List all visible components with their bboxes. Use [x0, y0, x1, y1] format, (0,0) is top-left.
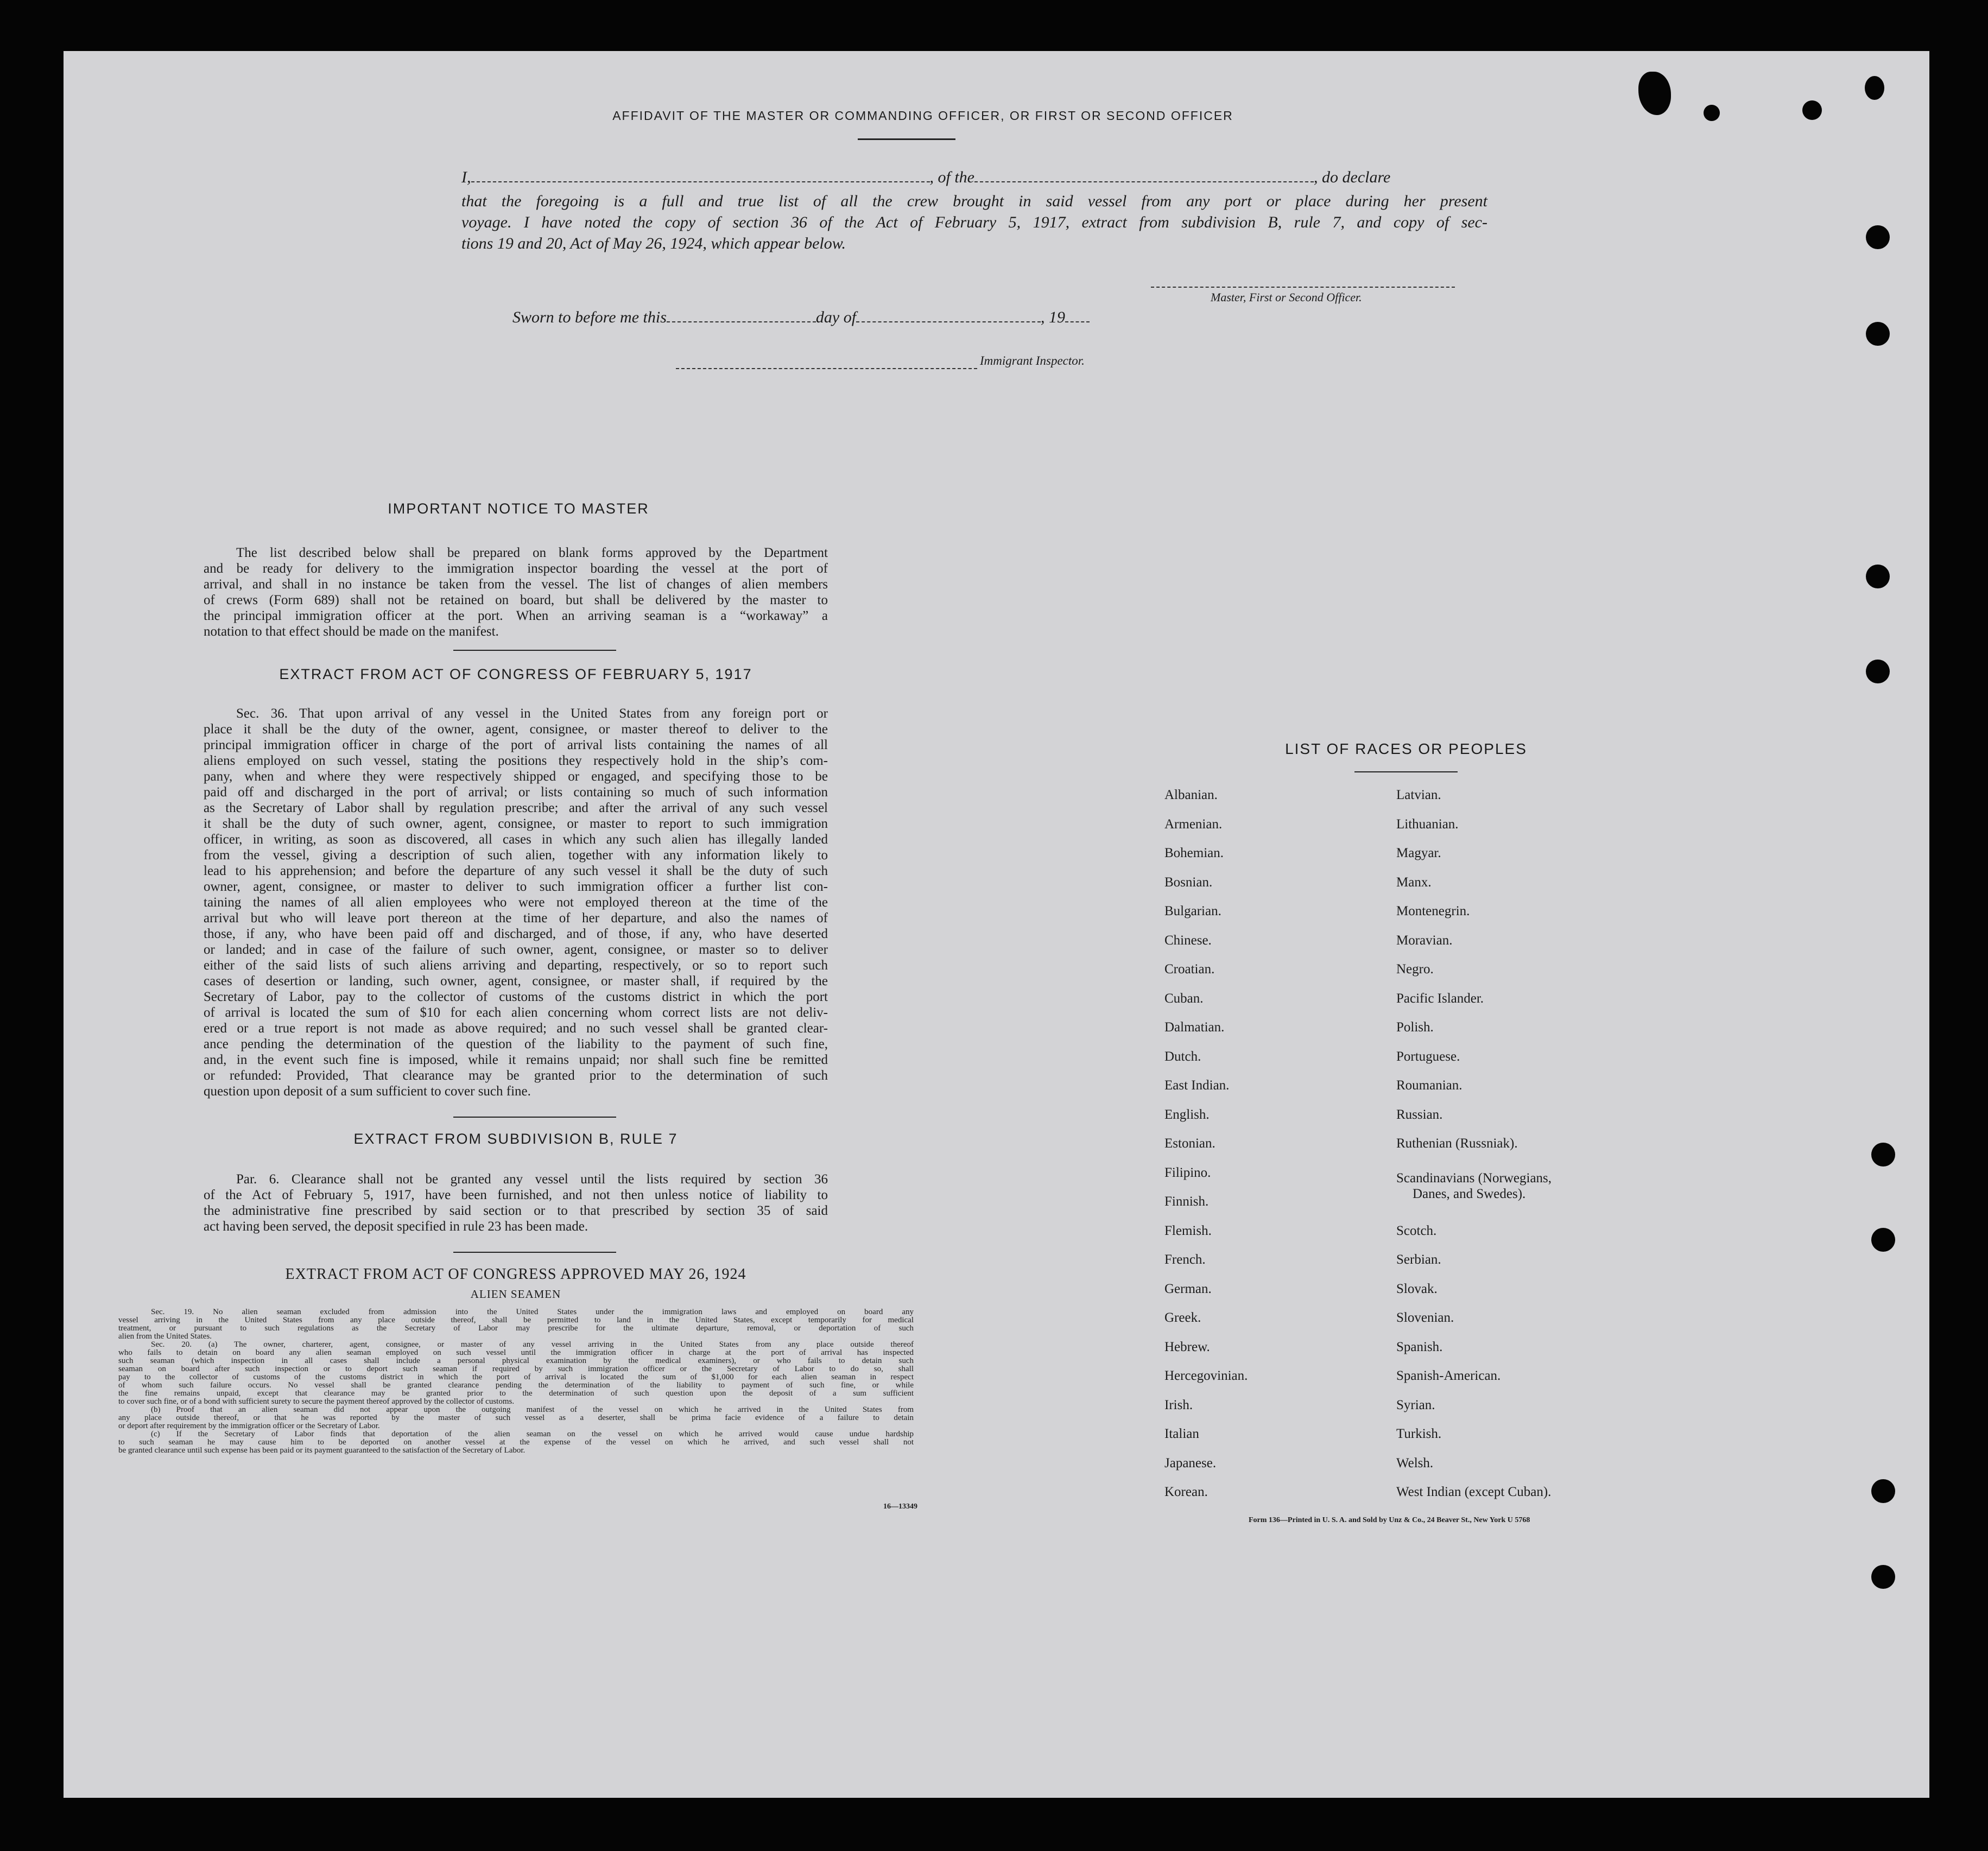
race-item: Dutch. [1164, 1049, 1201, 1064]
extract-line: pany, when and where they were respectively shipped or engaged, and specifying those to be [204, 769, 828, 784]
affidavit-body-line: tions 19 and 20, Act of May 26, 1924, which appear below. [461, 234, 846, 252]
extract-line: aliens employed on such vessel, stating the positions they respectively hold in the ship’s com- [204, 753, 828, 768]
race-item: Ruthenian (Russniak). [1396, 1136, 1518, 1151]
act-line: (b) Proof that an alien seaman did not appear upon the outgoing manifest of the vessel on which he arrived in the United States from [151, 1405, 914, 1414]
extract-1917-text [204, 706, 828, 1099]
race-item: Filipino. [1164, 1165, 1211, 1180]
act-line: to such seaman he may cause him to be deported on another vessel at the expense of the vessel on which he arrived, and such vessel shall not [118, 1438, 914, 1447]
race-item: French. [1164, 1252, 1206, 1267]
affidavit-of-the: , of the [929, 168, 974, 186]
act-line: pay to the collector of customs of the customs district in which the port of arrival is located the sum of $1,000 for each alien seaman in respect [118, 1373, 914, 1381]
race-item: Montenegrin. [1396, 904, 1470, 918]
race-item: Flemish. [1164, 1224, 1212, 1238]
affidavit-declare: , do declare [1314, 168, 1391, 186]
race-item: Lithuanian. [1396, 817, 1459, 832]
race-item: Hebrew. [1164, 1340, 1210, 1354]
divider [453, 650, 616, 651]
race-item: Scotch. [1396, 1224, 1437, 1238]
act-line: treatment, or pursuant to such regulations as the Secretary of Labor may prescribe for the ultimate departure, removal, or deportation of such [118, 1324, 914, 1333]
race-item: Cuban. [1164, 991, 1204, 1006]
extract-line: it shall be the duty of such owner, agent, consignee, or master to report to such immigration [204, 816, 828, 831]
act-line: be granted clearance until such expense has been paid or its payment guaranteed to the satisfaction of the Secretary of Labor. [118, 1446, 526, 1455]
notice-line: and be ready for delivery to the immigration inspector boarding the vessel at the port of [204, 561, 828, 576]
race-item: Korean. [1164, 1485, 1208, 1499]
affidavit-i: I, [461, 168, 471, 186]
notice-line: arrival, and shall in no instance be taken from the vessel. The list of changes of alien members [204, 577, 828, 592]
race-item: Roumanian. [1396, 1078, 1462, 1093]
extract-line: or landed; and in case of the failure of such owner, agent, consignee, or master so to deliver [204, 942, 828, 957]
affidavit-line1 [461, 168, 1487, 187]
rule7-title: EXTRACT FROM SUBDIVISION B, RULE 7 [353, 1131, 678, 1147]
race-item: Japanese. [1164, 1456, 1217, 1470]
race-item: Danes, and Swedes). [1413, 1187, 1526, 1201]
extract-line: and, in the event such fine is imposed, while it remains unpaid; nor shall such fine be remitted [204, 1053, 828, 1067]
act-1924-subtitle: ALIEN SEAMEN [470, 1288, 561, 1301]
race-item: Dalmatian. [1164, 1020, 1225, 1035]
extract-line: Secretary of Labor, pay to the collector of customs of the customs district in which the port [204, 990, 828, 1004]
extract-line: principal immigration officer in charge of the port of arrival lists containing the names of all [204, 738, 828, 752]
extract-line: paid off and discharged in the port of arrival; or lists containing so much of such information [204, 785, 828, 800]
act-line: or deport after requirement by the immigration officer or the Secretary of Labor. [118, 1422, 380, 1430]
race-item: Spanish-American. [1396, 1368, 1501, 1383]
extract-line: owner, agent, consignee, or master to deliver to such immigration officer a further list con- [204, 879, 828, 894]
form-footer: Form 136—Printed in U. S. A. and Sold by Unz & Co., 24 Beaver St., New York U 5768 [1249, 1516, 1530, 1524]
extract-line: place it shall be the duty of the owner, agent, consignee, or master thereof to deliver to the [204, 722, 828, 737]
punch-hole [1866, 322, 1890, 346]
sworn-date-field[interactable] [667, 321, 816, 322]
race-item: Bulgarian. [1164, 904, 1221, 918]
divider [453, 1117, 616, 1118]
punch-hole [1802, 100, 1822, 120]
act-line: seaman on board after such inspection or to deport such seaman if required by such immigration officer or the Secretary of Labor to do so, shall [118, 1365, 914, 1373]
sworn-day: day of [815, 308, 857, 326]
notice-title: IMPORTANT NOTICE TO MASTER [388, 500, 649, 517]
extract-line: arrival but who will leave port thereon at the time of her departure, and also the names of [204, 911, 828, 926]
sworn-year: , 19 [1041, 308, 1066, 326]
name-field[interactable] [471, 181, 930, 182]
race-item: Hercegovinian. [1164, 1368, 1248, 1383]
sworn-month-field[interactable] [856, 321, 1041, 322]
race-item: Italian [1164, 1427, 1199, 1441]
race-item: Irish. [1164, 1398, 1193, 1412]
extract-line: officer, in writing, as soon as discovered, all cases in which any such alien has illegally landed [204, 832, 828, 847]
extract-line: taining the names of all alien employees who were not employed thereon at the time of the [204, 895, 828, 910]
race-item: Armenian. [1164, 817, 1223, 832]
race-item: Estonian. [1164, 1136, 1215, 1151]
race-item: Turkish. [1396, 1427, 1442, 1441]
race-item: Spanish. [1396, 1340, 1443, 1354]
act-line: Sec. 19. No alien seaman excluded from admission into the United States under the immigration laws and employed on board any [151, 1308, 914, 1316]
punch-hole [1871, 1228, 1895, 1252]
extract-line: either of the said lists of such aliens arriving and departing, respectively, or so to report such [204, 958, 828, 973]
notice-line: The list described below shall be prepared on blank forms approved by the Department [236, 546, 828, 560]
race-item: German. [1164, 1282, 1212, 1296]
act-line: Sec. 20. (a) The owner, charterer, agent, consignee, or master of any vessel arriving in the United States from any place outside thereof [151, 1340, 914, 1349]
affidavit-body-line: voyage. I have noted the copy of section 36 of the Act of February 5, 1917, extract from subdivision B, rule 7, and copy of sec- [461, 213, 1487, 231]
extract-line: from the vessel, giving a description of such alien, together with any information likely to [204, 848, 828, 863]
race-item: Serbian. [1396, 1252, 1441, 1267]
extract-line: question upon deposit of a sum sufficient to cover such fine. [204, 1084, 531, 1099]
punch-hole [1704, 105, 1720, 121]
race-item: Scandinavians (Norwegians, [1396, 1171, 1552, 1186]
rule7-line: Par. 6. Clearance shall not be granted any vessel until the lists required by section 36 [236, 1172, 828, 1187]
extract-1917-title: EXTRACT FROM ACT OF CONGRESS OF FEBRUARY 5, 1917 [279, 666, 752, 682]
act-1924-title: EXTRACT FROM ACT OF CONGRESS APPROVED MAY 26, 1924 [285, 1266, 746, 1283]
act-line: such seaman (which inspection in all cases shall include a personal physical examination by the medical examiners), or who fails to detain such [118, 1356, 914, 1365]
act-line: to cover such fine, or of a bond with sufficient surety to secure the payment thereof approved by the collector of customs. [118, 1397, 515, 1406]
race-item: Greek. [1164, 1310, 1201, 1325]
race-item: Bohemian. [1164, 846, 1224, 860]
vessel-field[interactable] [974, 181, 1314, 182]
extract-line: as the Secretary of Labor shall by regulation prescribe; and after the arrival of any such vessel [204, 801, 828, 815]
extract-line: cases of desertion or landing, such owner, agent, consignee, or master shall, if required by the [204, 974, 828, 988]
rule7-text [204, 1171, 828, 1234]
race-item: West Indian (except Cuban). [1396, 1485, 1552, 1499]
notice-line: notation to that effect should be made on the manifest. [204, 624, 499, 639]
master-signature-field[interactable] [1151, 287, 1455, 288]
affidavit-title: AFFIDAVIT OF THE MASTER OR COMMANDING OFFICER, OR FIRST OR SECOND OFFICER [612, 109, 1233, 123]
punch-hole [1871, 1565, 1895, 1589]
race-item: Chinese. [1164, 933, 1212, 948]
notice-line: the principal immigration officer at the port. When an arriving seaman is a “workaway” a [204, 608, 828, 623]
notice-text [204, 545, 828, 639]
races-title: LIST OF RACES OR PEOPLES [1285, 740, 1527, 757]
extract-line: of arrival is located the sum of $10 for each alien concerning whom correct lists are not deliv- [204, 1005, 828, 1020]
form-code: 16—13349 [883, 1503, 917, 1511]
race-item: East Indian. [1164, 1078, 1230, 1093]
extract-line: Sec. 36. That upon arrival of any vessel in the United States from any foreign port or [236, 706, 828, 721]
punch-hole [1871, 1143, 1895, 1167]
punch-hole [1866, 565, 1890, 588]
act-line: alien from the United States. [118, 1332, 212, 1341]
race-item: English. [1164, 1107, 1210, 1122]
race-item: Finnish. [1164, 1194, 1209, 1209]
act-line: vessel arriving in the United States from any place outside thereof, shall be permitted to land in the United States, except temporarily for medical [118, 1316, 914, 1324]
divider [858, 138, 955, 140]
notice-line: of crews (Form 689) shall not be retained on board, but shall be delivered by the master to [204, 593, 828, 607]
divider [1354, 771, 1458, 772]
race-item: Portuguese. [1396, 1049, 1460, 1064]
master-signature-label: Master, First or Second Officer. [1211, 290, 1362, 304]
act-1924-text [118, 1308, 914, 1455]
act-line: the fine remains unpaid, except that clearance may be granted prior to the determination of such question upon the deposit of a sum sufficient [118, 1389, 914, 1398]
race-item: Slovenian. [1396, 1310, 1454, 1325]
extract-line: ance pending the determination of the question of the liability to the payment of such fine, [204, 1037, 828, 1051]
extract-line: or refunded: Provided, That clearance may be granted prior to the determination of such [204, 1068, 828, 1083]
punch-hole [1866, 225, 1890, 249]
inspector-label: Immigrant Inspector. [980, 354, 1085, 367]
inspector-signature-field[interactable] [676, 368, 977, 369]
act-line: of whom such failure occurs. No vessel shall be granted clearance pending the determination of the liability to payment of such fine, or while [118, 1381, 914, 1390]
punch-hole [1871, 1479, 1895, 1503]
ink-blot [1865, 76, 1884, 100]
sworn-prefix: Sworn to before me this [512, 308, 667, 326]
rule7-line: the administrative fine prescribed by said section or to that prescribed by section 35 of said [204, 1203, 828, 1218]
sworn-year-field[interactable] [1065, 321, 1090, 322]
race-item: Russian. [1396, 1107, 1443, 1122]
race-item: Croatian. [1164, 962, 1215, 977]
punch-hole [1866, 660, 1890, 683]
rule7-line: of the Act of February 5, 1917, have been furnished, and not then unless notice of liability to [204, 1188, 828, 1202]
rule7-line: act having been served, the deposit specified in rule 23 has been made. [204, 1219, 588, 1234]
race-item: Negro. [1396, 962, 1434, 977]
affidavit-body-line: that the foregoing is a full and true list of all the crew brought in said vessel from any port or place during her present [461, 192, 1487, 210]
race-item: Manx. [1396, 875, 1432, 890]
race-item: Syrian. [1396, 1398, 1435, 1412]
extract-line: those, if any, who have been paid off and discharged, and of those, if any, who have deserted [204, 927, 828, 941]
divider [453, 1252, 616, 1253]
race-item: Polish. [1396, 1020, 1434, 1035]
race-item: Moravian. [1396, 933, 1453, 948]
act-line: who fails to detain on board any alien seaman employed on such vessel until the immigration officer in charge at the port of arrival has inspected [118, 1348, 914, 1357]
race-item: Slovak. [1396, 1282, 1438, 1296]
race-item: Magyar. [1396, 846, 1441, 860]
race-item: Latvian. [1396, 788, 1441, 802]
act-line: (c) If the Secretary of Labor finds that deportation of the alien seaman on the vessel on which he arrived would cause undue hardship [151, 1430, 914, 1438]
race-item: Pacific Islander. [1396, 991, 1484, 1006]
extract-line: ered or a true report is not made as above required; and no such vessel shall be granted clear- [204, 1021, 828, 1036]
extract-line: lead to his apprehension; and before the departure of any such vessel it shall be the duty of such [204, 864, 828, 878]
race-item: Albanian. [1164, 788, 1218, 802]
sworn-line [512, 308, 1191, 327]
race-item: Bosnian. [1164, 875, 1213, 890]
act-line: any place outside thereof, or that he was reported by the master of such vessel as a deserter, shall be prima facie evidence of a failure to detain [118, 1413, 914, 1422]
race-item: Welsh. [1396, 1456, 1434, 1470]
